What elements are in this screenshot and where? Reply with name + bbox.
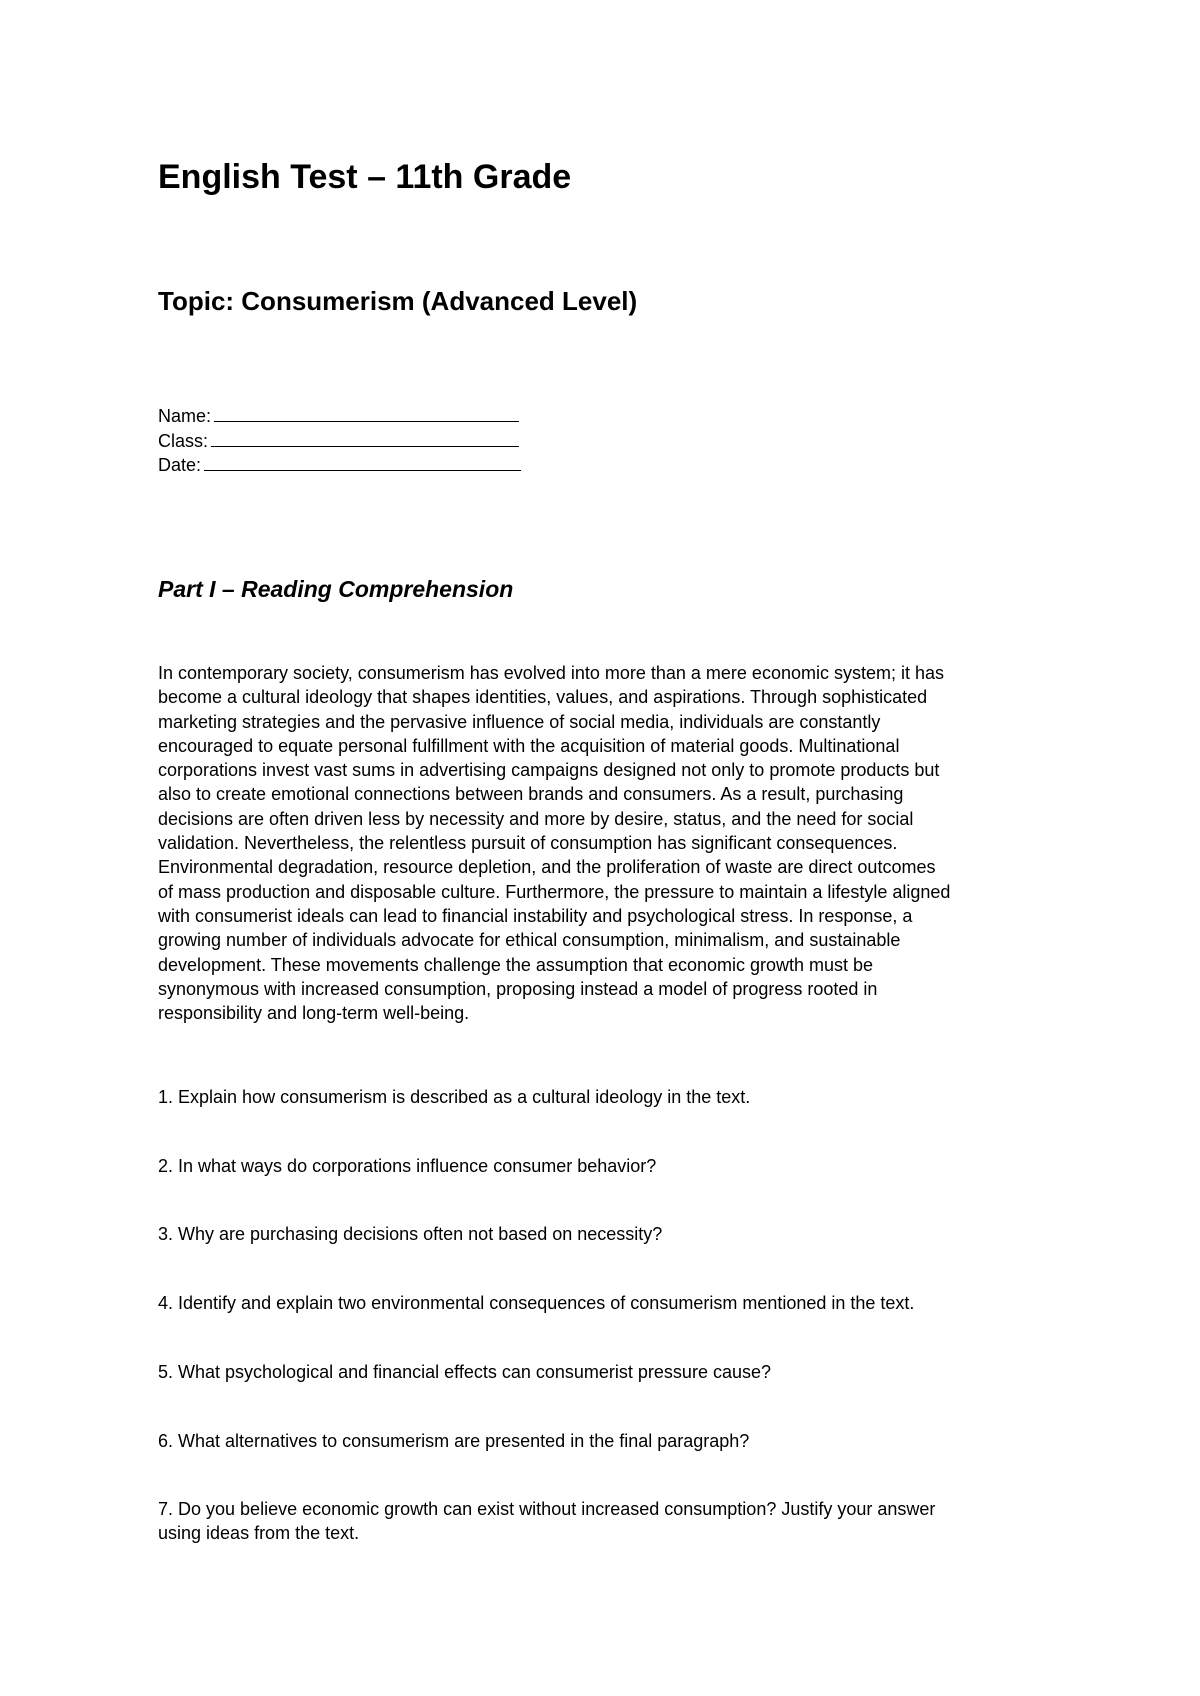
- name-field-row: [158, 404, 521, 429]
- date-field-row: [158, 453, 521, 478]
- passage-line: validation. Nevertheless, the relentless pursuit of consumption has significant consequences.: [158, 833, 898, 854]
- passage-line: of mass production and disposable culture. Furthermore, the pressure to maintain a lifestyle aligned: [158, 881, 951, 902]
- class-blank-line[interactable]: [211, 429, 519, 447]
- date-blank-line[interactable]: [204, 453, 521, 471]
- question-3: 3. Why are purchasing decisions often not based on necessity?: [158, 1224, 663, 1244]
- passage-line: Environmental degradation, resource depletion, and the proliferation of waste are direct outcomes: [158, 857, 936, 878]
- passage-line: responsibility and long-term well-being.: [158, 1003, 470, 1024]
- passage-line: In contemporary society, consumerism has evolved into more than a mere economic system; it has: [158, 663, 944, 683]
- class-label: Class:: [158, 430, 209, 451]
- question-7-line: 7. Do you believe economic growth can exist without increased consumption? Justify your answer: [158, 1499, 936, 1519]
- part-1-heading: Part I – Reading Comprehension: [158, 576, 514, 602]
- question-4: 4. Identify and explain two environmental consequences of consumerism mentioned in the text.: [158, 1293, 915, 1313]
- passage-line: also to create emotional connections between brands and consumers. As a result, purchasing: [158, 784, 904, 805]
- passage-line: growing number of individuals advocate for ethical consumption, minimalism, and sustainable: [158, 930, 901, 951]
- passage-line: corporations invest vast sums in advertising campaigns designed not only to promote products but: [158, 760, 940, 781]
- question-6: 6. What alternatives to consumerism are presented in the final paragraph?: [158, 1431, 750, 1451]
- passage-line: become a cultural ideology that shapes identities, values, and aspirations. Through sophisticated: [158, 687, 928, 708]
- name-label: Name:: [158, 406, 212, 426]
- question-7: [158, 1497, 935, 1546]
- question-1: 1. Explain how consumerism is described as a cultural ideology in the text.: [158, 1087, 751, 1107]
- passage-line: development. These movements challenge the assumption that economic growth must be: [158, 954, 874, 975]
- passage-line: with consumerist ideals can lead to financial instability and psychological stress. In response, a: [158, 905, 913, 926]
- class-field-row: [158, 429, 521, 454]
- question-5: 5. What psychological and financial effects can consumerist pressure cause?: [158, 1362, 771, 1382]
- passage-line: synonymous with increased consumption, proposing instead a model of progress rooted in: [158, 978, 878, 999]
- passage-line: marketing strategies and the pervasive influence of social media, individuals are constantly: [158, 711, 881, 732]
- name-blank-line[interactable]: [214, 404, 519, 422]
- reading-passage: [158, 661, 1058, 1025]
- passage-line: decisions are often driven less by necessity and more by desire, status, and the need for social: [158, 808, 914, 829]
- passage-line: encouraged to equate personal fulfillment with the acquisition of material goods. Multinational: [158, 735, 900, 756]
- question-2: 2. In what ways do corporations influence consumer behavior?: [158, 1156, 657, 1176]
- question-7-line: using ideas from the text.: [158, 1523, 360, 1544]
- topic-heading: Topic: Consumerism (Advanced Level): [158, 286, 638, 316]
- test-title: English Test – 11th Grade: [158, 158, 572, 196]
- student-info-fields: [158, 404, 521, 478]
- date-label: Date:: [158, 455, 202, 475]
